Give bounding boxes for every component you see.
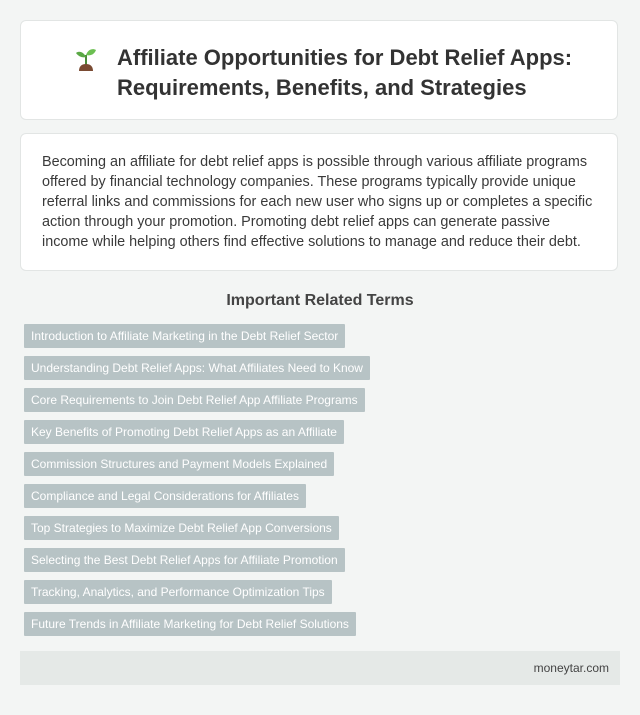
title-card bbox=[20, 20, 618, 120]
term-tag[interactable]: Future Trends in Affiliate Marketing for Debt Relief Solutions bbox=[24, 612, 356, 636]
title-line-2: Requirements, Benefits, and Strategies bbox=[117, 75, 527, 100]
term-tag[interactable]: Compliance and Legal Considerations for Affiliates bbox=[24, 484, 306, 508]
term-tag[interactable]: Introduction to Affiliate Marketing in the Debt Relief Sector bbox=[24, 324, 345, 348]
term-tag[interactable]: Commission Structures and Payment Models Explained bbox=[24, 452, 334, 476]
term-tag[interactable]: Tracking, Analytics, and Performance Optimization Tips bbox=[24, 580, 332, 604]
title-wrap bbox=[71, 43, 597, 103]
footer-bar bbox=[20, 651, 620, 685]
term-tag[interactable]: Key Benefits of Promoting Debt Relief Apps as an Affiliate bbox=[24, 420, 344, 444]
term-tag[interactable]: Understanding Debt Relief Apps: What Affiliates Need to Know bbox=[24, 356, 370, 380]
page-title bbox=[117, 43, 572, 103]
title-line-1: Affiliate Opportunities for Debt Relief Apps: bbox=[117, 45, 573, 70]
site-name[interactable]: moneytar.com bbox=[533, 661, 609, 675]
related-terms-heading: Important Related Terms bbox=[226, 292, 414, 309]
term-tag[interactable]: Top Strategies to Maximize Debt Relief App Conversions bbox=[24, 516, 339, 540]
term-tag[interactable]: Core Requirements to Join Debt Relief App Affiliate Programs bbox=[24, 388, 365, 412]
sprout-icon bbox=[71, 43, 101, 73]
intro-card bbox=[20, 133, 618, 271]
term-tag[interactable]: Selecting the Best Debt Relief Apps for Affiliate Promotion bbox=[24, 548, 345, 572]
intro-paragraph: Becoming an affiliate for debt relief apps is possible through various affiliate programs offered by financial technology companies. These programs typically provide unique referral links and commissions for each new user who signs up or completes a specific action through your promotion. Promoting debt relief apps can generate passive income while helping others find effective solutions to manage and reduce their debt. bbox=[42, 154, 593, 250]
